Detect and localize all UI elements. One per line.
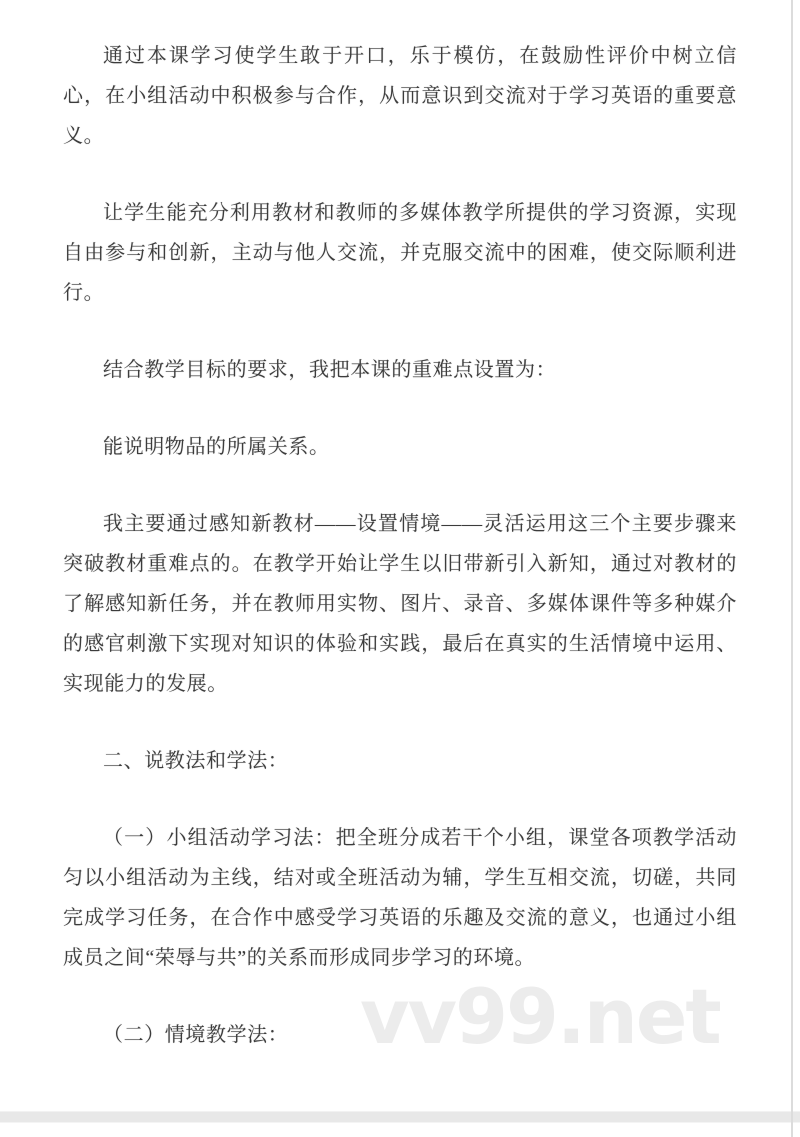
section-heading-teaching-methods: 二、说教法和学法： <box>103 750 289 772</box>
paragraph-group-activity-method: （一）小组活动学习法：把全班分成若干个小组，课堂各项教学活动匀以小组活动为主线，结对或全班活动为辅，学生互相交流，切磋，共同完成学习任务，在合作中感受学习英语的乐趣及交流的意义，也通过小组成员之间“荣辱与共”的关系而形成同步学习的环境。 <box>63 827 737 969</box>
watermark-text: vv99.net <box>360 972 720 1061</box>
next-page-top <box>0 1123 800 1137</box>
subsection-heading-situational-method: （二）情境教学法： <box>103 1024 289 1046</box>
paragraph-learning-confidence: 通过本课学习使学生敢于开口，乐于模仿，在鼓励性评价中树立信心，在小组活动中积极参与合作，从而意识到交流对于学习英语的重要意义。 <box>63 45 737 147</box>
page-separator <box>0 1111 800 1123</box>
paragraph-resource-usage: 让学生能充分利用教材和教师的多媒体教学所提供的学习资源，实现自由参与和创新，主动与他人交流，并克服交流中的困难，使交际顺利进行。 <box>63 202 737 304</box>
paragraph-teaching-steps: 我主要通过感知新教材——设置情境——灵活运用这三个主要步骤来突破教材重难点的。在教学开始让学生以旧带新引入新知，通过对教材的了解感知新任务，并在教师用实物、图片、录音、多媒体课件等多种媒介的感官刺激下实现对知识的体验和实践，最后在真实的生活情境中运用、实现能力的发展。 <box>63 513 737 695</box>
paragraph-key-point: 能说明物品的所属关系。 <box>103 436 330 458</box>
paragraph-key-points-intro: 结合教学目标的要求，我把本课的重难点设置为： <box>103 359 557 381</box>
page-right-border <box>791 0 793 1137</box>
